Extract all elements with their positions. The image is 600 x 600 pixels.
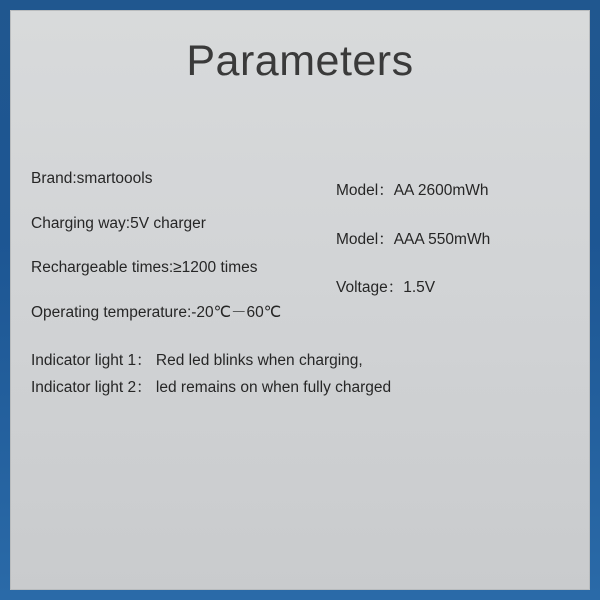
right-column [336, 183, 576, 329]
indicator-light-block [31, 353, 531, 406]
indicator-light-1: Indicator light 1： Red led blinks when charging, [31, 352, 363, 369]
indicator-light-2: Indicator light 2： led remains on when fully charged [31, 378, 392, 396]
parameters-content [11, 171, 589, 441]
param-charging-way: Charging way:5V charger [31, 214, 206, 232]
param-operating-temperature: Operating temperature:-20℃－60℃ [31, 303, 282, 321]
left-column [31, 171, 351, 349]
param-model-aaa: Model：AAA 550mWh [336, 230, 491, 248]
param-brand: Brand:smartoools [31, 170, 153, 187]
parameters-panel [10, 10, 590, 590]
param-model-aa: Model：AA 2600mWh [336, 182, 489, 199]
param-voltage: Voltage：1.5V [336, 279, 436, 296]
page-title: Parameters [186, 37, 414, 85]
param-rechargeable-times: Rechargeable times:≥1200 times [31, 259, 258, 276]
